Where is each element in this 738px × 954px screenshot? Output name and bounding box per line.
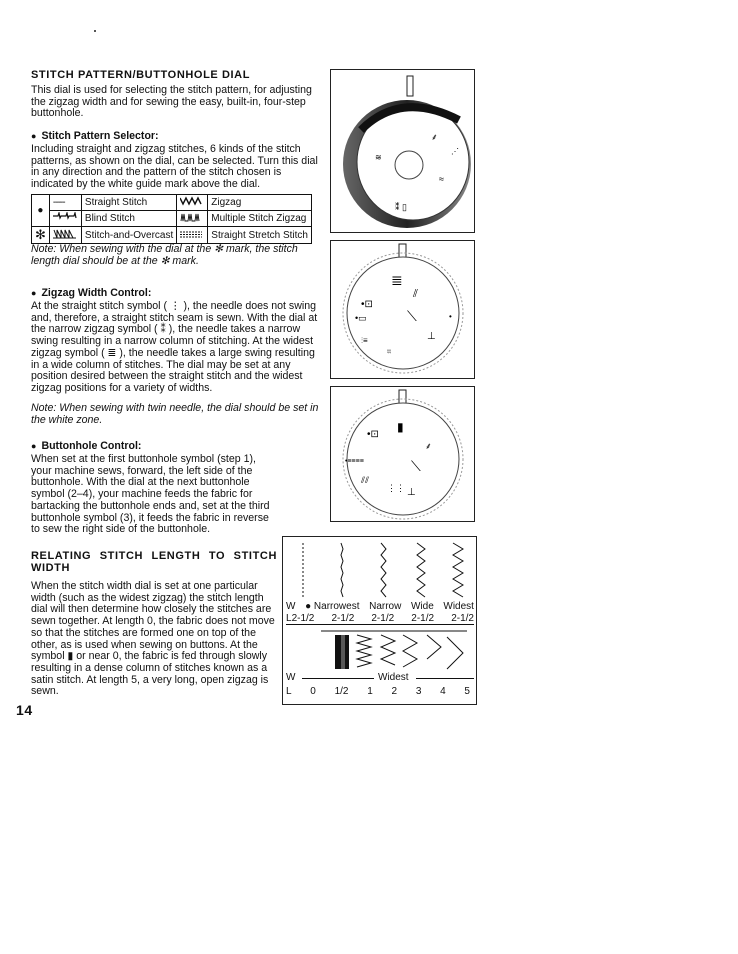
note-label: Note: [31, 243, 57, 255]
length-tick: 4 [440, 686, 446, 697]
selector-heading: Stitch Pattern Selector: [41, 130, 159, 142]
selector-block: ● Stitch Pattern Selector: Including straight and zigzag stitches, 6 kinds of the stitch patterns, as shown on the dial, can be selected. Turn this dial in any direction and the pattern of the stitch chosen is indicated by the white guide mark above the dial. [31, 126, 323, 191]
stitch-table [31, 194, 312, 244]
svg-text:•⊡: •⊡ [361, 299, 373, 310]
svg-text:⁑ ▯: ⁑ ▯ [395, 202, 407, 212]
table-cell: Straight Stretch Stitch [208, 227, 312, 244]
svg-text:⊥: ⊥ [427, 331, 436, 342]
note-asterisk [31, 244, 321, 267]
asterisk-icon: ✻ [32, 227, 50, 244]
svg-text:•: • [449, 312, 452, 321]
note-text: When sewing with twin needle, the dial should be set in the white zone. [31, 402, 319, 426]
width-labels-row [286, 601, 474, 612]
svg-text:⋰: ⋰ [451, 147, 459, 156]
page-number: 14 [16, 702, 33, 718]
svg-text:≋: ≋ [375, 153, 382, 162]
length-label: 2-1/2 [451, 613, 474, 624]
overcast-icon [49, 227, 81, 244]
note-label: Note: [31, 402, 57, 414]
svg-text:⊥: ⊥ [407, 487, 416, 498]
length-tick: 3 [415, 686, 422, 697]
svg-text:⋮⋮: ⋮⋮ [387, 483, 405, 493]
table-cell: Multiple Stitch Zigzag [208, 211, 312, 227]
dial-knob-icon [331, 70, 474, 232]
zigzag-heading: Zigzag Width Control: [41, 287, 152, 299]
length-tick: 0 [310, 686, 316, 697]
straight-stitch-icon: ----- [49, 195, 81, 211]
dial-photo-figure [330, 69, 475, 233]
widest-label: Widest [378, 672, 409, 683]
length-tick: 2 [391, 686, 398, 697]
width-label: Narrow [369, 601, 402, 612]
table-cell: Straight Stitch [81, 195, 176, 211]
svg-text:•▭: •▭ [355, 313, 367, 323]
table-cell: Stitch-and-Overcast [81, 227, 176, 244]
length-axis-row [286, 686, 470, 697]
buttonhole-text: When set at the first buttonhole symbol (step 1), your machine sews, forward, the left side of the buttonhole. With the dial at the next buttonhole symbol (2–4), your machine feeds the fabric for bartacking the buttonhole ends and, set at the third buttonhole symbol (3), it feeds the fabric in reverse to sew the right side of the buttonhole. [31, 453, 270, 536]
width-label: W [286, 601, 296, 612]
width-axis-row [286, 672, 474, 683]
svg-text:•⊡: •⊡ [367, 429, 379, 440]
svg-text:⨾⨾: ⨾⨾ [387, 345, 391, 356]
zigzag-icon [177, 195, 208, 211]
table-cell: Blind Stitch [81, 211, 176, 227]
buttonhole-block: ● Buttonhole Control: When set at the first buttonhole symbol (step 1), your machine sews, forward, the left side of the buttonhole. With the dial at the next buttonhole symbol (2–4), your machine feeds the fabric for bartacking the buttonhole ends and, set at the third buttonhole symbol (3), it feeds the fabric in reverse to sew the right side of the buttonhole. [31, 436, 279, 536]
length-label: L [286, 613, 292, 624]
section-heading-dial: STITCH PATTERN/BUTTONHOLE DIAL [31, 69, 251, 81]
svg-text:⫽⫽: ⫽⫽ [361, 475, 370, 485]
svg-text:▮: ▮ [397, 420, 404, 434]
svg-text:•≡≡≡≡: •≡≡≡≡ [345, 458, 364, 465]
note-text: When sewing with the dial at the ✻ mark, the stitch length dial should be at the ✻ mark. [31, 243, 298, 267]
svg-text:≣: ≣ [391, 272, 403, 288]
dial-intro: This dial is used for selecting the stitch pattern, for adjusting the zigzag width and for sewing the easy, built-in, four-step buttonhole. [31, 84, 312, 120]
dial-face-figure-1 [330, 240, 475, 379]
selector-text: Including straight and zigzag stitches, 6 kinds of the stitch patterns, as shown on the dial, can be selected. Turn this dial in any direction and the pattern of the stitch chosen is indicated by the white guide mark above the dial. [31, 143, 318, 191]
dial-face-figure-2 [330, 386, 475, 522]
svg-text:⸙: ⸙ [425, 441, 432, 451]
svg-text:⫽: ⫽ [413, 288, 418, 300]
stretch-stitch-icon [177, 227, 208, 244]
length-label: 2-1/2 [371, 613, 395, 624]
multiple-zigzag-icon [177, 211, 208, 227]
length-tick: 1 [367, 686, 373, 697]
width-label: Widest [443, 601, 474, 612]
svg-text:⫶≡: ⫶≡ [361, 336, 368, 345]
width-label: Wide [410, 601, 434, 612]
blind-stitch-icon [49, 211, 81, 227]
svg-text:⸙: ⸙ [431, 132, 438, 142]
width-label: ● Narrowest [305, 601, 360, 612]
l-label: L [286, 686, 292, 697]
length-labels-row [286, 613, 474, 625]
length-label: 2-1/2 [291, 613, 315, 624]
length-label: 2-1/2 [331, 613, 355, 624]
bullet-cell: ● [32, 195, 50, 227]
section-heading-length: RELATING STITCH LENGTH TO STITCH WIDTH [31, 550, 277, 574]
w-label: W [286, 672, 296, 683]
zigzag-text: At the straight stitch symbol ( ⋮ ), the needle does not swing and, therefore, a straight stitch seam is sewn. With the dial at the narrow zigzag symbol ( ⁑ ), the needle takes a narrow swing resulting in a narrow column of stitching. At the widest zigzag symbol ( ≣ ), the needle takes a large swing resulting in a wide column of stitches. The dial may be set at any position desired between the straight stitch and the widest zigzag positions for a variety of widths. [31, 300, 318, 394]
svg-text:⟍: ⟍ [411, 458, 421, 474]
svg-text:≈: ≈ [439, 174, 444, 184]
stitch-length-chart [282, 536, 477, 705]
length-label: 2-1/2 [411, 613, 435, 624]
zigzag-block: ● Zigzag Width Control: At the straight stitch symbol ( ⋮ ), the needle does not swing and, therefore, a straight stitch seam is sewn. With the dial at the narrow zigzag symbol ( ⁑ ), the needle takes a narrow swing resulting in a narrow column of stitching. At the widest zigzag symbol ( ≣ ), the needle takes a large swing resulting in a wide column of stitches. The dial may be set at any position desired between the straight stitch and the widest zigzag positions for a variety of widths. [31, 283, 321, 395]
length-text: When the stitch width dial is set at one particular width (such as the widest zigzag) the stitch length dial will then determine how closely the stitches are sewn together. At length 0, the fabric does not move so that the stitches are formed one on top of the other, as is used when sewing on buttons. At the symbol ▮ or near 0, the fabric is fed through slowly resulting in a dense column of stitches known as a satin stitch. At length 5, a very long, open zigzag is sewn. [31, 580, 275, 698]
note-twin-needle [31, 403, 321, 426]
svg-text:⟍: ⟍ [407, 308, 417, 324]
length-tick: 5 [464, 686, 470, 697]
stray-dot [94, 30, 96, 32]
table-cell: Zigzag [208, 195, 312, 211]
length-tick: 1/2 [334, 686, 349, 697]
buttonhole-heading: Buttonhole Control: [41, 440, 142, 452]
